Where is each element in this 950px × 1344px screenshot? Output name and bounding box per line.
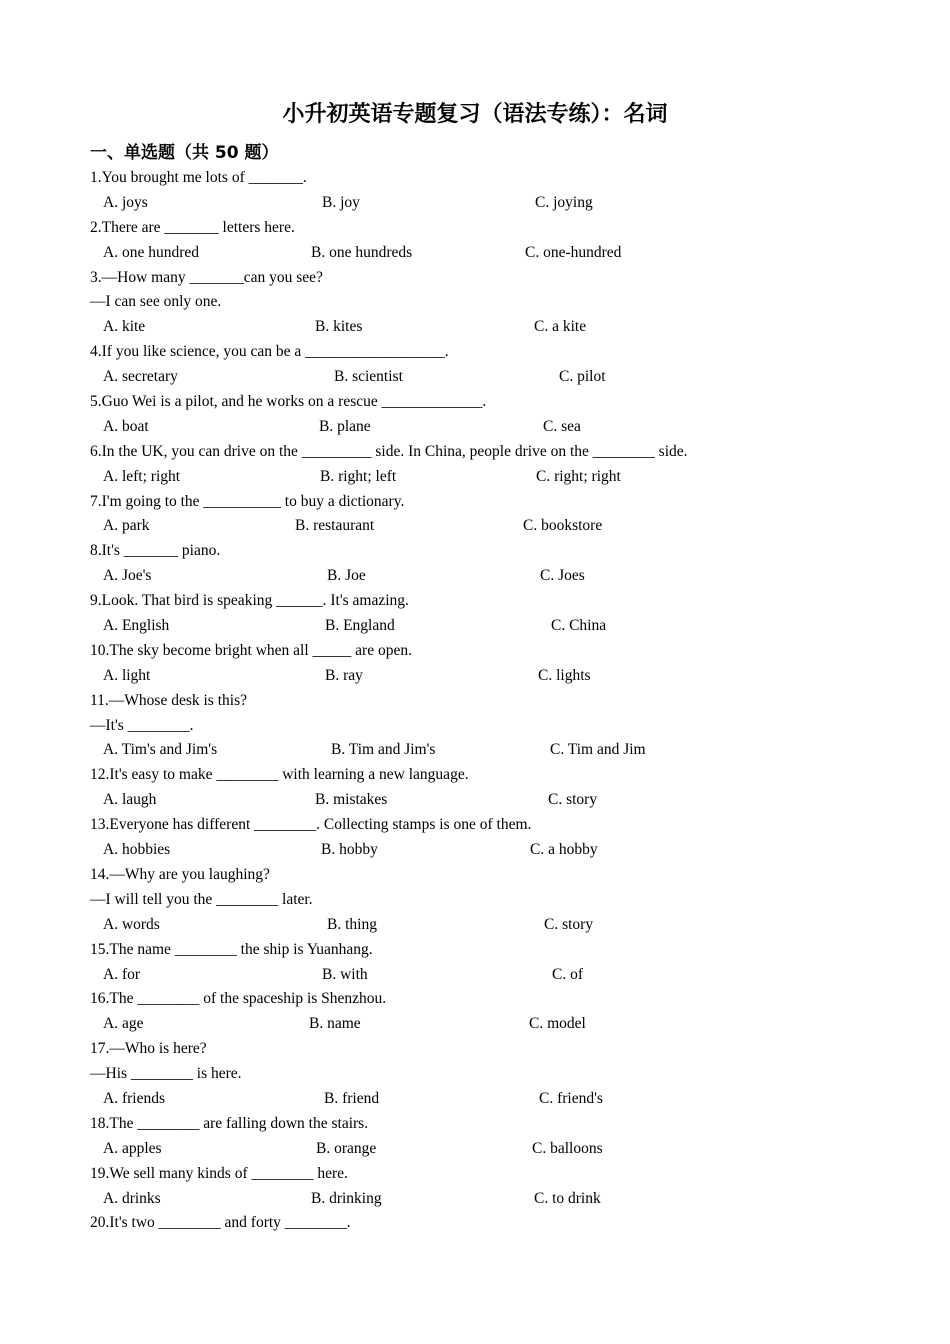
question-item [0,689,950,764]
question-item [0,1211,950,1236]
answer-options [0,664,950,689]
page-title: 小升初英语专题复习（语法专练）：名词 [282,102,668,127]
answer-option-b: B. plane [319,417,371,435]
question-stem: 15.The name ________ the ship is Yuanhang. [90,940,373,958]
question-item [0,863,950,938]
question-item [0,166,950,216]
question-stem: 5.Guo Wei is a pilot, and he works on a rescue _____________. [90,393,487,411]
answer-options [0,564,950,589]
question-stem: 16.The ________ of the spaceship is Shenzhou. [90,990,387,1008]
answer-option-b: B. joy [322,193,360,211]
answer-options [0,514,950,539]
answer-options [0,365,950,390]
answer-option-a: A. light [103,666,151,684]
answer-option-a: A. drinks [103,1189,161,1207]
question-item [0,1037,950,1112]
answer-options [0,738,950,763]
answer-option-b: B. friend [324,1089,380,1107]
answer-option-b: B. right; left [320,467,397,485]
answer-option-c: C. bookstore [523,517,603,535]
answer-options [0,963,950,988]
answer-options [0,1087,950,1112]
question-item [0,763,950,813]
answer-option-c: C. story [548,791,598,809]
answer-option-b: B. with [322,965,368,983]
question-stem: 6.In the UK, you can drive on the _________ side. In China, people drive on the ________ side. [90,442,688,460]
answer-option-c: C. a hobby [530,841,598,859]
answer-options [0,1137,950,1162]
question-response: —It's ________. [90,716,194,734]
answer-options [0,191,950,216]
answer-option-b: B. scientist [334,368,403,386]
question-stem: 8.It's _______ piano. [90,542,221,560]
question-item [0,639,950,689]
answer-option-a: A. English [103,617,170,635]
answer-options [0,788,950,813]
answer-option-c: C. lights [538,666,591,684]
answer-option-c: C. model [529,1015,586,1033]
question-stem: 11.—Whose desk is this? [90,691,247,709]
answer-option-a: A. words [103,915,160,933]
answer-option-b: B. one hundreds [311,243,413,261]
answer-option-b: B. thing [327,915,377,933]
question-stem: 4.If you like science, you can be a __________________. [90,343,449,361]
answer-option-c: C. one-hundred [525,243,622,261]
answer-option-c: C. joying [535,193,593,211]
answer-option-a: A. secretary [103,368,178,386]
answer-option-a: A. boat [103,417,149,435]
question-item [0,490,950,540]
question-item [0,266,950,341]
question-stem: 13.Everyone has different ________. Collecting stamps is one of them. [90,816,532,834]
answer-options [0,415,950,440]
answer-option-a: A. kite [103,318,146,336]
answer-option-b: B. name [309,1015,361,1033]
answer-option-b: B. drinking [311,1189,382,1207]
section-heading: 一、单选题（共 50 题） [90,143,279,163]
question-stem: 20.It's two ________ and forty ________. [90,1214,351,1232]
answer-option-c: C. story [544,915,594,933]
answer-option-c: C. right; right [536,467,621,485]
question-stem: 10.The sky become bright when all _____ are open. [90,641,412,659]
answer-option-b: B. ray [325,666,363,684]
answer-option-a: A. for [103,965,141,983]
question-item [0,539,950,589]
question-stem: 1.You brought me lots of _______. [90,169,307,186]
question-item [0,216,950,266]
question-stem: 19.We sell many kinds of ________ here. [90,1164,348,1182]
answer-options [0,1012,950,1037]
answer-option-b: B. Joe [327,567,366,585]
answer-option-c: C. Tim and Jim [550,741,646,759]
question-item [0,1112,950,1162]
answer-option-c: C. Joes [540,567,585,585]
answer-option-a: A. joys [103,193,148,211]
answer-option-a: A. hobbies [103,841,171,859]
answer-option-a: A. one hundred [103,243,199,261]
answer-options [0,838,950,863]
answer-option-c: C. of [552,965,583,983]
answer-option-b: B. England [325,617,395,635]
answer-option-c: C. China [551,617,607,635]
answer-option-c: C. a kite [534,318,587,336]
question-stem: 2.There are _______ letters here. [90,218,295,236]
question-response: —I can see only one. [90,293,222,311]
question-item [0,1162,950,1212]
question-item [0,938,950,988]
answer-option-a: A. laugh [103,791,157,809]
question-stem: 18.The ________ are falling down the stairs. [90,1114,369,1132]
answer-option-c: C. to drink [534,1189,601,1207]
answer-option-c: C. friend's [539,1089,603,1107]
answer-option-a: A. park [103,517,150,535]
answer-option-b: B. mistakes [315,791,388,809]
answer-option-c: C. balloons [532,1139,603,1157]
answer-option-c: C. pilot [559,368,606,386]
question-item [0,589,950,639]
question-list [0,166,950,1236]
answer-options [0,913,950,938]
answer-option-a: A. Tim's and Jim's [103,741,218,759]
question-stem: 14.—Why are you laughing? [90,865,270,883]
answer-option-b: B. orange [316,1139,377,1157]
answer-options [0,315,950,340]
answer-option-a: A. left; right [103,467,181,485]
answer-option-a: A. age [103,1015,144,1033]
answer-options [0,465,950,490]
question-item [0,440,950,490]
answer-option-b: B. Tim and Jim's [331,741,436,759]
answer-options [0,614,950,639]
question-item [0,390,950,440]
answer-option-c: C. sea [543,417,581,435]
question-stem: 17.—Who is here? [90,1040,207,1058]
question-response: —His ________ is here. [90,1065,242,1083]
answer-option-b: B. kites [315,318,363,336]
answer-option-a: A. apples [103,1139,162,1157]
answer-option-b: B. restaurant [295,517,375,535]
question-stem: 7.I'm going to the __________ to buy a dictionary. [90,492,405,510]
question-stem: 3.—How many _______can you see? [90,268,323,286]
question-item [0,987,950,1037]
question-item [0,340,950,390]
question-stem: 9.Look. That bird is speaking ______. It's amazing. [90,592,409,610]
question-stem: 12.It's easy to make ________ with learning a new language. [90,766,469,784]
question-response: —I will tell you the ________ later. [90,890,313,908]
answer-options [0,241,950,266]
answer-option-a: A. friends [103,1089,165,1107]
question-item [0,813,950,863]
answer-option-a: A. Joe's [103,567,152,585]
answer-options [0,1187,950,1212]
answer-option-b: B. hobby [321,841,378,859]
